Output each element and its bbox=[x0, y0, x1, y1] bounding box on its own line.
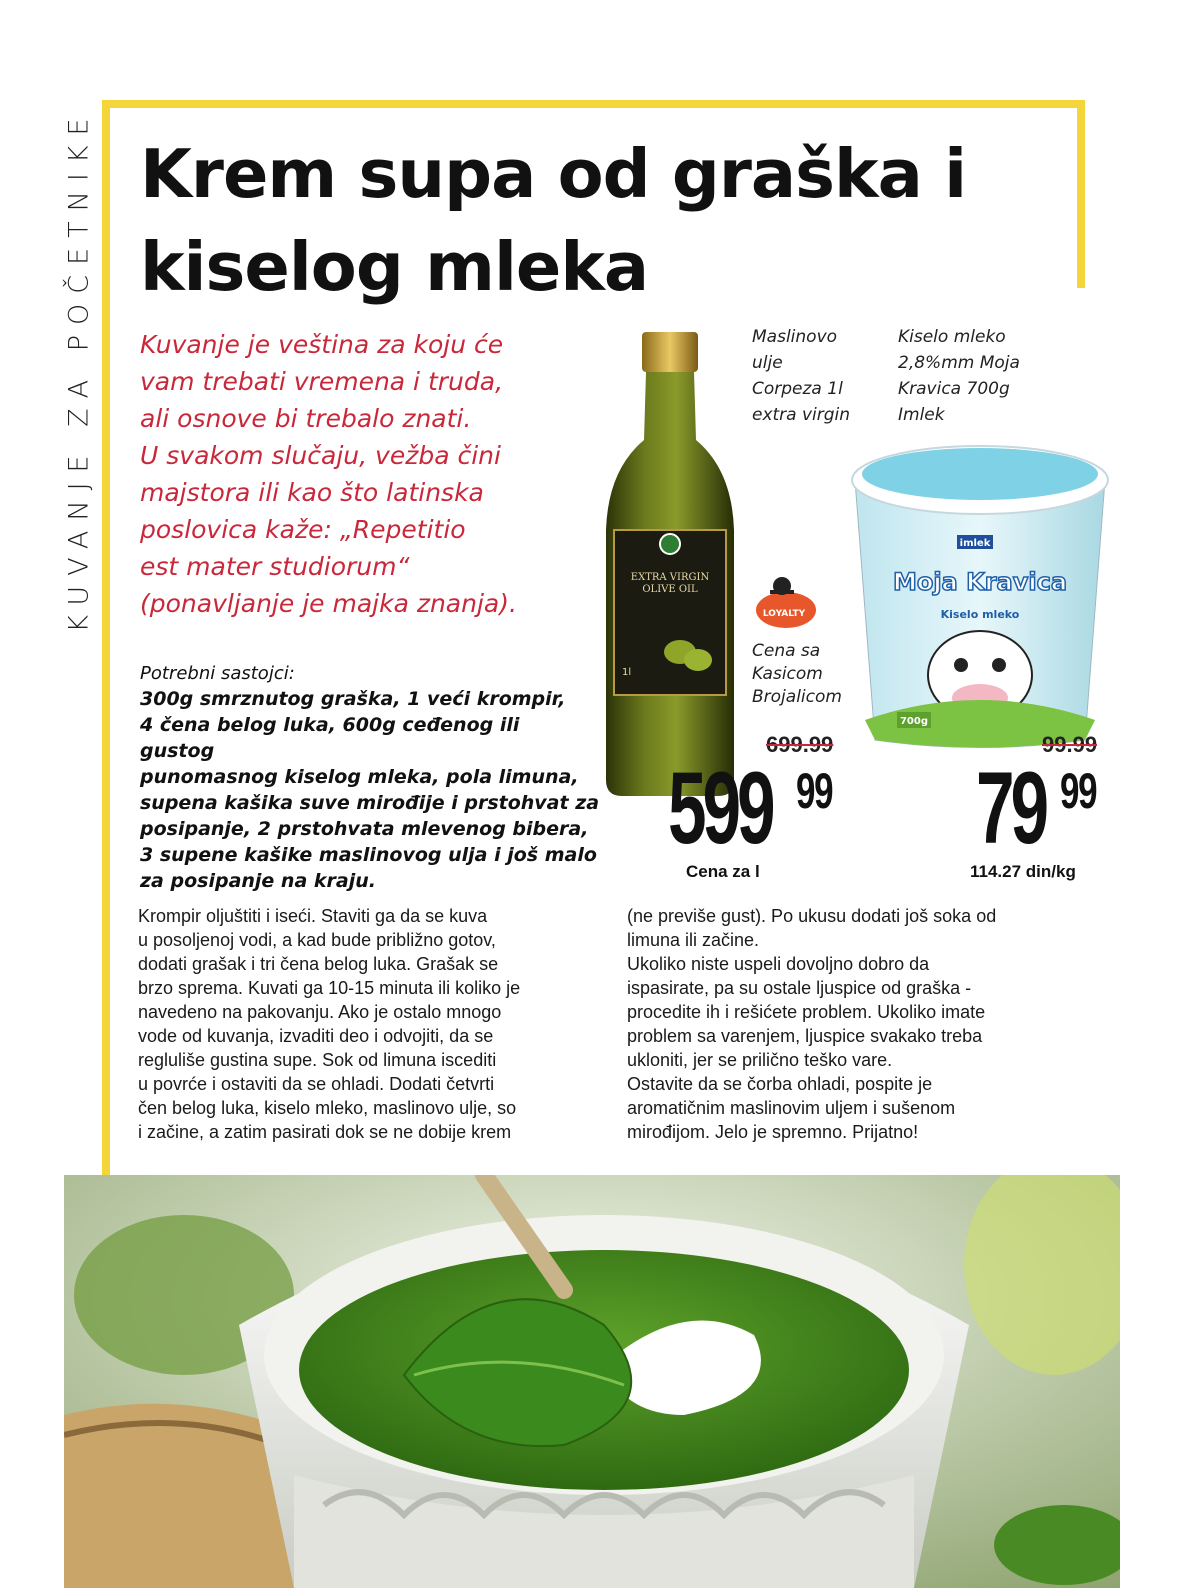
yellow-frame-left bbox=[102, 100, 110, 1180]
price-yogurt-decimal: 99 bbox=[1060, 763, 1097, 819]
olive-oil-bottle-image bbox=[600, 330, 740, 800]
yellow-frame-right bbox=[1077, 100, 1085, 288]
bottle-label-line-2: OLIVE OIL bbox=[642, 584, 698, 595]
ingredients-text: 300g smrznutog graška, 1 veći krompir, 4 čena belog luka, 600g ceđenog ili gustog punomasnog kiselog mleka, pola limuna, supena kašika suve mirođije i prstohvat za posipanje, 2 prstohvata mlevenog bibera, 3 supene kašike maslinovog ulja i još malo za posipanje na kraju. bbox=[140, 688, 600, 892]
yogurt-weight: 700g bbox=[899, 716, 929, 727]
yogurt-cup-image bbox=[845, 440, 1115, 750]
ingredients-block bbox=[140, 662, 600, 894]
instructions-column-2: (ne previše gust). Po ukusu dodati još soka od limuna ili začine. Ukoliko niste uspeli dovoljno dobro da ispasirate, pa su ostale ljuspice od graška - procedite ih i rešićete problem. Ukoliko imate problem sa varenjem, ljuspice svakako treba ukloniti, jer se prilično teško vare. Ostavite da se čorba ohladi, pospite je aromatičnim maslinovim uljem i sušenom mirođijom. Jelo je spremno. Prijatno! bbox=[627, 906, 997, 1142]
loyalty-text: Cena sa Kasicom Brojalicom bbox=[752, 641, 842, 707]
old-price-yogurt: 99.99 bbox=[1042, 732, 1098, 757]
bottle-label-line-1: EXTRA VIRGIN bbox=[630, 572, 710, 583]
instructions-column-1: Krompir oljuštiti i iseći. Staviti ga da se kuva u posoljenoj vodi, a kad bude približno gotov, dodati grašak i tri čena belog luka. Grašak se brzo sprema. Kuvati ga 10-15 minuta ili koliko je navedeno na pakovanju. Ako je ostalo mnogo vode od kuvanja, izvaditi deo i odvojiti, da se regluliše gustina supe. Sok od limuna iscediti u povrće i ostaviti da se ohladi. Dodati četvrti čen belog luka, kiselo mleko, maslinovo ulje, so i začine, a zatim pasirati dok se ne dobije krem bbox=[138, 906, 521, 1142]
yogurt-brand: imlek bbox=[959, 538, 991, 549]
price-yogurt-whole: 79 bbox=[976, 751, 1045, 865]
yogurt-package-sub: Kiselo mleko bbox=[940, 608, 1020, 621]
yogurt-package-title: Moja Kravica bbox=[892, 568, 1068, 596]
unit-price-olive-oil: Cena za l bbox=[686, 862, 760, 881]
ingredients-label: Potrebni sastojci: bbox=[140, 663, 295, 684]
loyalty-badge-text: LOYALTY bbox=[762, 609, 806, 619]
old-price-olive-oil: 699.99 bbox=[766, 732, 834, 757]
product-name-olive-oil: Maslinovo ulje Corpeza 1l extra virgin bbox=[752, 327, 851, 425]
bottle-volume: 1l bbox=[622, 667, 632, 678]
unit-price-yogurt: 114.27 din/kg bbox=[970, 862, 1076, 881]
soup-photo bbox=[64, 1175, 1120, 1588]
loyalty-piggy-bank-icon bbox=[752, 570, 820, 632]
recipe-title: Krem supa od graška i kiselog mleka bbox=[140, 135, 967, 306]
intro-text: Kuvanje je veština za koju će vam trebati vremena i truda, ali osnove bi trebalo znati. U svakom slučaju, vežba čini majstora ili kao što latinska poslovica kaže: „Repetitio est mater studiorum“ (ponavljanje je majka znanja). bbox=[140, 330, 517, 618]
price-olive-oil-decimal: 99 bbox=[796, 763, 833, 819]
section-label: KUVANJE ZA POČETNIKE bbox=[63, 107, 95, 633]
soup-bowl-illustration bbox=[64, 1175, 1120, 1588]
price-olive-oil-whole: 599 bbox=[668, 751, 772, 865]
yellow-frame-top bbox=[102, 100, 1085, 108]
product-name-yogurt: Kiselo mleko 2,8%mm Moja Kravica 700g Imlek bbox=[898, 327, 1020, 425]
